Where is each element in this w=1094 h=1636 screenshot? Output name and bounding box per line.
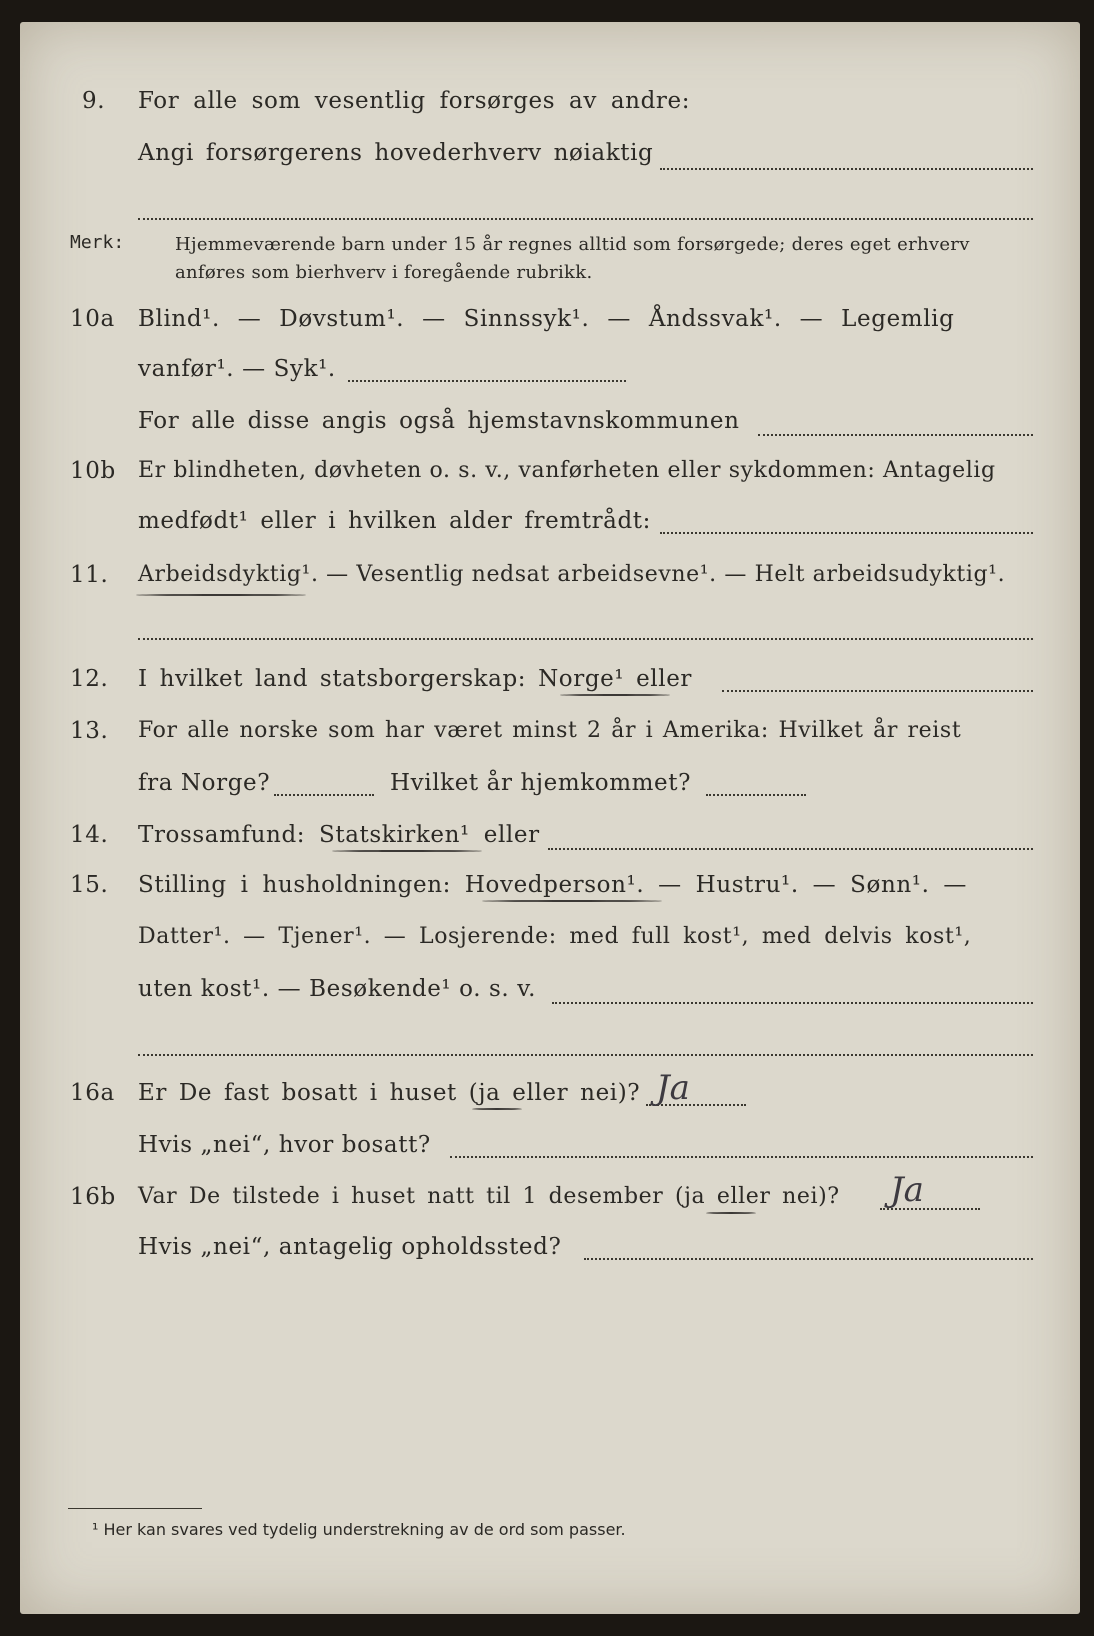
q16b-number: 16b xyxy=(70,1184,116,1210)
q16b-row-1 xyxy=(0,1184,1094,1232)
q13-number: 13. xyxy=(70,718,109,744)
q15-row-2 xyxy=(0,924,1094,972)
q9-answer-field[interactable] xyxy=(660,168,1033,170)
q9-answer-field-2[interactable] xyxy=(138,218,1033,220)
q16b-row-2 xyxy=(0,1234,1094,1282)
q13-return-field[interactable] xyxy=(706,794,806,796)
q15-answer-field[interactable] xyxy=(552,1002,1033,1004)
merk-text-1: Hjemmeværende barn under 15 år regnes alltid som forsørgede; deres eget erhverv xyxy=(175,234,970,255)
q10b-text-1: Er blindheten, døvheten o. s. v., vanførheten eller sykdommen: Antagelig xyxy=(138,458,996,483)
q16b-whereabouts-field[interactable] xyxy=(584,1258,1033,1260)
q16a-answer-underline xyxy=(472,1108,522,1110)
q16a-row-2 xyxy=(0,1132,1094,1180)
q13-departure-field[interactable] xyxy=(274,794,374,796)
merk-text-2: anføres som bierhverv i foregående rubrikk. xyxy=(175,262,593,283)
q9-row-1 xyxy=(0,88,1094,136)
q10a-row-2 xyxy=(0,356,1094,404)
q13-row-1 xyxy=(0,718,1094,766)
q12-row-1 xyxy=(0,666,1094,714)
q9-number: 9. xyxy=(82,88,106,114)
q16b-text-1: Var De tilstede i huset natt til 1 desember (ja eller nei)? xyxy=(138,1184,840,1209)
census-form-page xyxy=(20,22,1080,1614)
footnote-rule xyxy=(68,1508,202,1509)
q11-text-1: Arbeidsdyktig¹. — Vesentlig nedsat arbeidsevne¹. — Helt arbeidsudyktig¹. xyxy=(138,562,1006,587)
q15-number: 15. xyxy=(70,872,109,898)
q9-text-1: For alle som vesentlig forsørges av andre: xyxy=(138,88,691,114)
q15-row-1 xyxy=(0,872,1094,920)
q12-answer-underline xyxy=(560,694,670,696)
q10b-answer-field[interactable] xyxy=(660,532,1033,534)
q16b-text-2: Hvis „nei“, antagelig opholdssted? xyxy=(138,1234,562,1260)
q16a-text-2: Hvis „nei“, hvor bosatt? xyxy=(138,1132,431,1158)
q11-answer-field[interactable] xyxy=(138,638,1033,640)
q10a-text-3: For alle disse angis også hjemstavnskommunen xyxy=(138,408,740,434)
q13-text-2a: fra Norge? xyxy=(138,770,271,796)
q12-answer-field[interactable] xyxy=(722,690,1033,692)
q15-text-2: Datter¹. — Tjener¹. — Losjerende: med full kost¹, med delvis kost¹, xyxy=(138,924,972,949)
q16b-answer-underline xyxy=(706,1212,756,1214)
q11-number: 11. xyxy=(70,562,109,588)
q14-row-1 xyxy=(0,822,1094,870)
q10a-text-1: Blind¹. — Døvstum¹. — Sinnssyk¹. — Åndssvak¹. — Legemlig xyxy=(138,306,955,332)
q15-text-1: Stilling i husholdningen: Hovedperson¹. — Hustru¹. — Sønn¹. — xyxy=(138,872,968,898)
q10a-number: 10a xyxy=(70,306,115,332)
q9-row-2 xyxy=(0,140,1094,188)
q10a-row-3 xyxy=(0,408,1094,456)
q10b-text-2: medfødt¹ eller i hvilken alder fremtrådt: xyxy=(138,508,651,534)
q11-row-1 xyxy=(0,562,1094,610)
q13-text-1: For alle norske som har været minst 2 år i Amerika: Hvilket år reist xyxy=(138,718,962,743)
merk-label: Merk: xyxy=(70,232,125,253)
q10a-text-2: vanfør¹. — Syk¹. xyxy=(138,356,336,382)
q10b-row-1 xyxy=(0,458,1094,506)
q10a-hometown-field[interactable] xyxy=(758,434,1033,436)
q15-answer-field-2[interactable] xyxy=(138,1054,1033,1056)
q16a-handwritten-answer: Ja xyxy=(656,1068,690,1108)
q16a-text-1: Er De fast bosatt i huset (ja eller nei)? xyxy=(138,1080,641,1106)
q10a-row-1 xyxy=(0,306,1094,354)
q10b-row-2 xyxy=(0,508,1094,556)
q13-row-2 xyxy=(0,770,1094,818)
q14-answer-underline xyxy=(332,850,482,852)
q15-text-3: uten kost¹. — Besøkende¹ o. s. v. xyxy=(138,976,537,1002)
q14-answer-field[interactable] xyxy=(548,848,1033,850)
q12-text-1: I hvilket land statsborgerskap: Norge¹ eller xyxy=(138,666,693,692)
q12-number: 12. xyxy=(70,666,109,692)
q9-text-2: Angi forsørgerens hovederhverv nøiaktig xyxy=(138,140,654,166)
q10b-number: 10b xyxy=(70,458,116,484)
q14-text-1: Trossamfund: Statskirken¹ eller xyxy=(138,822,540,848)
q10a-answer-field[interactable] xyxy=(348,380,626,382)
q16a-residence-field[interactable] xyxy=(450,1156,1033,1158)
q14-number: 14. xyxy=(70,822,109,848)
q16a-row-1 xyxy=(0,1080,1094,1128)
footnote: ¹ Her kan svares ved tydelig understrekning av de ord som passer. xyxy=(92,1520,626,1539)
q16b-handwritten-answer: Ja xyxy=(890,1170,924,1210)
q15-answer-underline xyxy=(482,900,662,902)
q15-row-3 xyxy=(0,976,1094,1024)
q11-answer-underline xyxy=(136,594,306,596)
q16a-number: 16a xyxy=(70,1080,115,1106)
q13-text-2b: Hvilket år hjemkommet? xyxy=(390,770,692,796)
